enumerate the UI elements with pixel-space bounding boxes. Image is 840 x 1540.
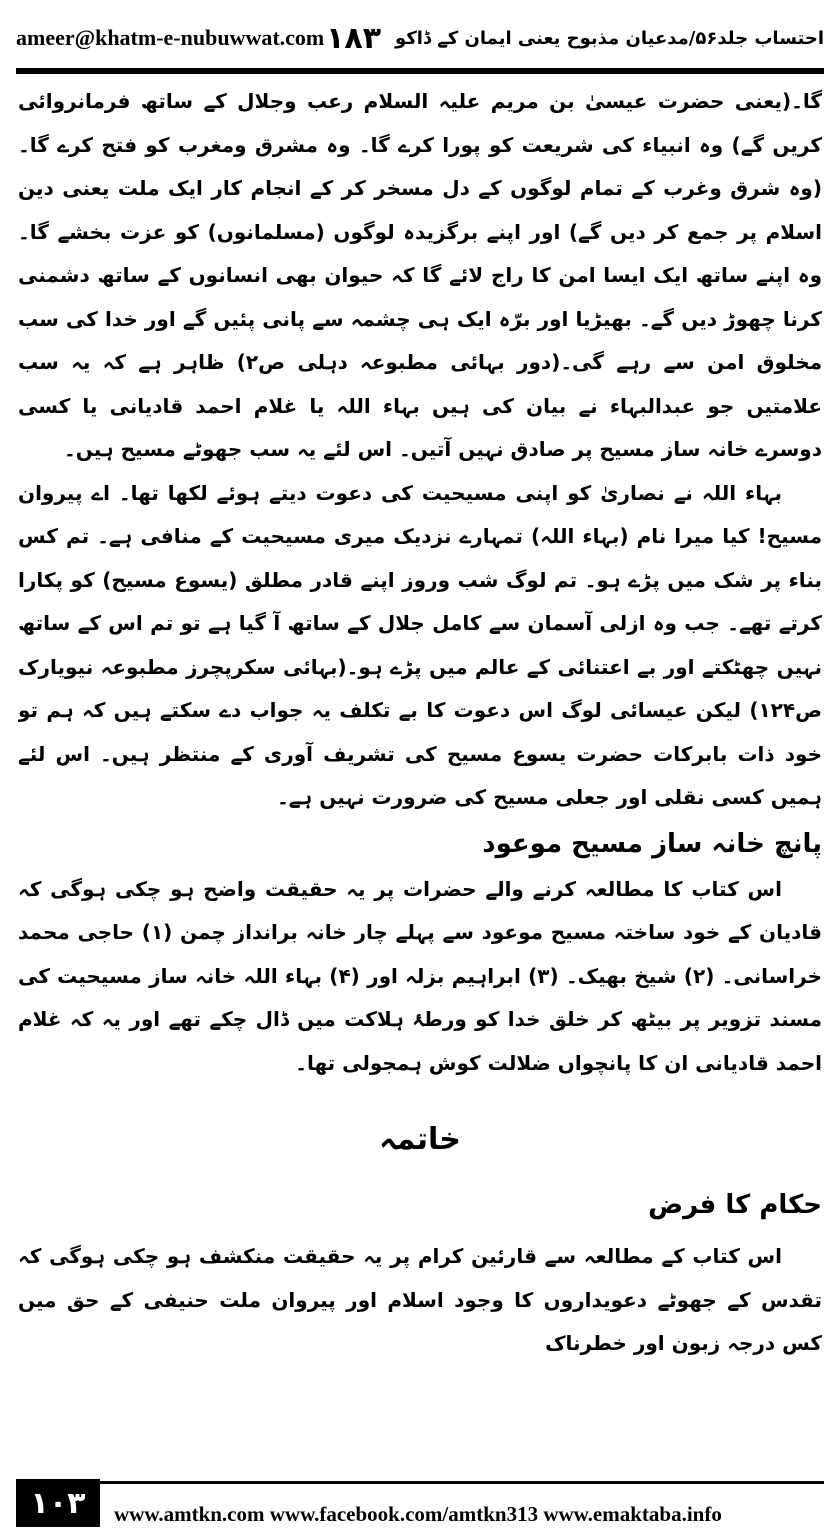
footer-rule <box>100 1481 824 1484</box>
section-heading-five-messiahs: پانچ خانہ ساز مسیح موعود <box>482 828 822 859</box>
page-header <box>16 10 824 66</box>
section-heading-rulers-duty: حکام کا فرض <box>648 1190 822 1220</box>
footer-links: www.amtkn.com www.facebook.com/amtkn313 www.emaktaba.info <box>114 1502 722 1526</box>
paragraph-4: اس کتاب کے مطالعہ سے قارئین کرام پر یہ حقیقت منکشف ہو چکی ہوگی کہ تقدس کے جھوٹے دعویداروں کا وجود اسلام اور پیروان ملت حنیفی کے حق میں کس درجہ زبون اور خطرناک <box>18 1244 822 1355</box>
footer-links-area <box>100 1479 824 1527</box>
page-footer <box>16 1478 824 1528</box>
header-rule <box>16 68 824 74</box>
running-title: احتساب جلد۵۶/مدعیان مذبوح یعنی ایمان کے ڈاکو <box>395 27 824 49</box>
header-page-number: ۱۸۳ <box>326 20 382 56</box>
paragraph-1: گا۔(یعنی حضرت عیسیٰ بن مریم علیہ السلام رعب وجلال کے ساتھ فرمانروائی کریں گے) وہ انبیاء کی شریعت کو پورا کرے گا۔ وہ مشرق ومغرب کو فتح کرے گا۔(وہ شرق وغرب کے تمام لوگوں کے دل مسخر کر کے انجام کار ایک ملت یعنی دین اسلام پر جمع کر دیں گے) اور اپنے برگزیدہ لوگوں (مسلمانوں) کو عزت بخشے گا۔ وہ اپنے ساتھ ایک ایسا امن کا راج لائے گا کہ حیوان بھی انسانوں کے ساتھ دشمنی کرنا چھوڑ دیں گے۔ بھیڑیا اور برّہ ایک ہی چشمہ سے پانی پئیں گے اور خدا کی سب مخلوق امن سے رہے گی۔(دور بہائی مطبوعہ دہلی ص۲) ظاہر ہے کہ یہ سب علامتیں جو عبدالبہاء نے بیان کی ہیں بہاء اللہ یا غلام احمد قادیانی یا کسی دوسرے خانہ ساز مسیح پر صادق نہیں آتیں۔ اس لئے یہ سب جھوٹے مسیح ہیں۔ <box>18 89 822 461</box>
section-heading-conclusion: خاتمہ <box>379 1122 461 1157</box>
paragraph-2: بہاء اللہ نے نصاریٰ کو اپنی مسیحیت کی دعوت دیتے ہوئے لکھا تھا۔ اے پیروان مسیح! کیا میرا نام (بہاء اللہ) تمہارے نزدیک میری مسیحیت کے منافی ہے۔ تم کس بناء پر شک میں پڑے ہو۔ تم لوگ شب وروز اپنے قادر مطلق (یسوع مسیح) کو پکارا کرتے تھے۔ جب وہ ازلی آسمان سے کامل جلال کے ساتھ آ گیا ہے تو تم اس کے ساتھ نہیں چھٹکتے اور بے اعتنائی کے عالم میں پڑے ہو۔(بہائی سکرپچرز مطبوعہ نیویارک ص۱۲۴) لیکن عیسائی لوگ اس دعوت کا بے تکلف یہ جواب دے سکتے ہیں کہ ہم تو خود ذات بابرکات حضرت یسوع مسیح کی تشریف آوری کے منتظر ہیں۔ اس لئے ہمیں کسی نقلی اور جعلی مسیح کی ضرورت نہیں ہے۔ <box>18 480 822 809</box>
footer-page-number: ۱۰۳ <box>16 1479 100 1527</box>
header-email: ameer@khatm-e-nubuwwat.com <box>16 25 325 50</box>
page-body <box>18 80 822 1465</box>
paragraph-3: اس کتاب کا مطالعہ کرنے والے حضرات پر یہ حقیقت واضح ہو چکی ہوگی کہ قادیان کے خود ساختہ مسیح موعود سے پہلے چار خانہ برانداز چمن (۱) حاجی محمد خراسانی۔ (۲) شیخ بھیک۔ (۳) ابراہیم بزلہ اور (۴) بہاء اللہ خانہ ساز مسیحیت کی مسند تزویر پر بیٹھ کر خلق خدا کو ورطۂ ہلاکت میں ڈال چکے تھے اور یہ کہ غلام احمد قادیانی ان کا پانچواں ضلالت کوش ہمجولی تھا۔ <box>18 876 822 1075</box>
header-title-group <box>326 21 824 56</box>
